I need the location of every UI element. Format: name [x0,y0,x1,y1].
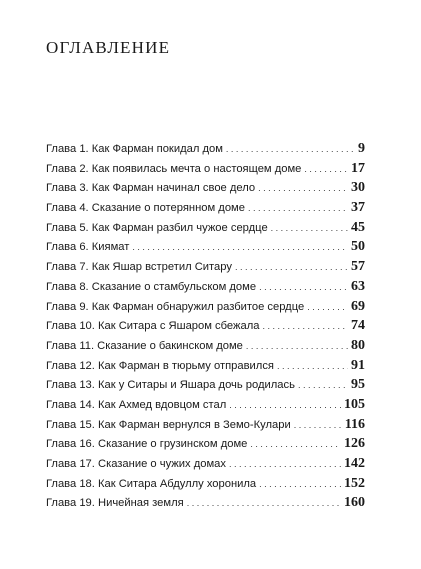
toc-entry [46,318,365,338]
toc-entry-page-number: 17 [351,160,365,176]
dot-leader [277,361,348,371]
toc-entry-title: Глава 4. Сказание о потерянном доме [46,202,245,215]
toc-entry-page-number: 91 [351,357,365,373]
dot-leader [226,144,355,154]
toc-entry [46,200,365,220]
toc-entry-page-number: 160 [344,495,365,511]
dot-leader [248,203,348,213]
toc-entry-title: Глава 15. Как Фарман вернулся в Земо-Кулари [46,418,291,431]
toc-entry [46,495,365,515]
toc-entry-page-number: 9 [358,141,365,156]
toc-entry-title: Глава 5. Как Фарман разбил чужое сердце [46,221,268,234]
toc-entry [46,397,365,417]
toc-entry [46,239,365,259]
toc-entry [46,377,365,397]
dot-leader [259,479,341,489]
dot-leader [250,439,341,449]
toc-entry-title: Глава 19. Ничейная земля [46,497,184,510]
toc-entry-page-number: 57 [351,259,365,275]
toc-entry-page-number: 37 [351,200,365,216]
toc-entry [46,456,365,476]
table-of-contents [46,141,365,515]
toc-entry [46,141,365,161]
toc-entry [46,476,365,496]
toc-entry [46,436,365,456]
toc-entry-title: Глава 18. Как Ситара Абдуллу хоронила [46,477,257,490]
toc-entry-title: Глава 9. Как Фарман обнаружил разбитое сердце [46,300,305,313]
toc-entry-page-number: 45 [351,219,365,235]
dot-leader [298,380,348,390]
toc-entry-title: Глава 10. Как Ситара с Яшаром сбежала [46,320,260,333]
dot-leader [271,223,348,233]
toc-entry-title: Глава 8. Сказание о стамбульском доме [46,280,257,293]
toc-entry-page-number: 63 [351,278,365,294]
page-title: ОГЛАВЛЕНИЕ [46,38,171,57]
toc-entry-page-number: 30 [351,180,365,196]
toc-entry [46,417,365,437]
toc-entry-page-number: 142 [344,456,365,471]
dot-leader [132,242,348,252]
toc-entry-title: Глава 12. Как Фарман в тюрьму отправился [46,359,274,372]
toc-entry-title: Глава 6. Киямат [46,241,130,254]
dot-leader [294,420,342,430]
toc-entry-page-number: 116 [344,416,365,432]
toc-entry-title: Глава 2. Как появилась мечта о настоящем доме [46,162,302,175]
toc-entry [46,299,365,319]
dot-leader [262,321,348,331]
toc-entry [46,161,365,181]
toc-entry-title: Глава 3. Как Фарман начинал свое дело [46,182,256,195]
toc-entry-title: Глава 11. Сказание о бакинском доме [46,339,243,352]
toc-entry-title: Глава 7. Как Яшар встретил Ситару [46,261,232,274]
toc-entry-page-number: 50 [351,239,365,255]
toc-entry-title: Глава 13. Как у Ситары и Яшара дочь родилась [46,379,295,392]
dot-leader [246,341,348,351]
toc-entry-page-number: 105 [344,396,365,412]
toc-entry-page-number: 126 [344,436,365,452]
toc-entry-title: Глава 14. Как Ахмед вдовцом стал [46,398,227,411]
toc-entry [46,220,365,240]
toc-entry-title: Глава 17. Сказание о чужих домах [46,458,226,470]
toc-entry-title: Глава 1. Как Фарман покидал дом [46,143,223,155]
toc-entry-page-number: 69 [351,298,365,314]
dot-leader [187,498,341,508]
toc-entry-title: Глава 16. Сказание о грузинском доме [46,438,248,451]
dot-leader [304,164,348,174]
toc-entry-page-number: 95 [351,377,365,393]
dot-leader [235,262,348,272]
toc-entry [46,338,365,358]
toc-entry [46,259,365,279]
toc-entry [46,358,365,378]
dot-leader [307,302,348,312]
dot-leader [229,400,341,410]
toc-entry-page-number: 80 [351,337,365,353]
toc-entry [46,279,365,299]
dot-leader [258,183,348,193]
dot-leader [259,282,348,292]
toc-entry-page-number: 74 [351,318,365,334]
toc-entry-page-number: 152 [344,475,365,491]
dot-leader [229,459,341,469]
toc-entry [46,180,365,200]
